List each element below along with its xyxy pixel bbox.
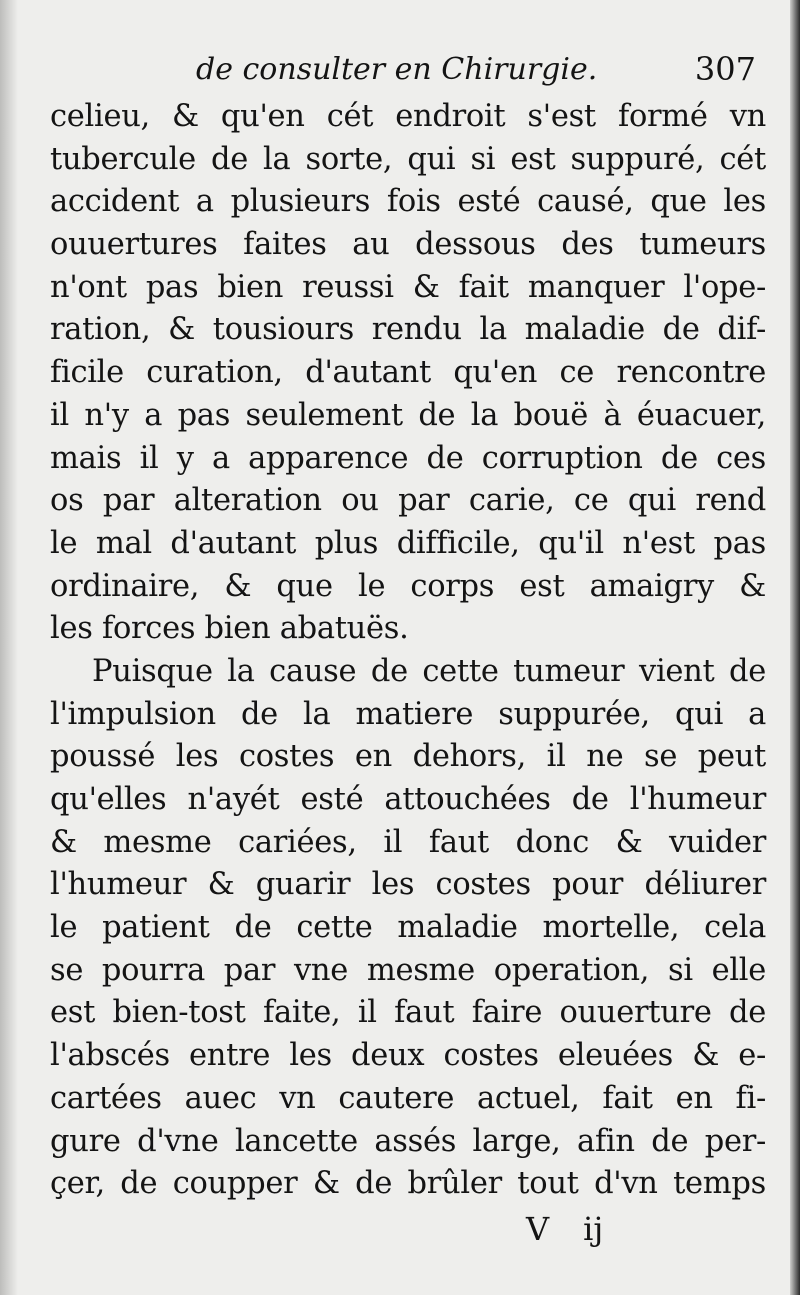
page-gutter-shadow xyxy=(0,0,18,1295)
page-header xyxy=(56,48,766,92)
text-line: Puisque la cause de cette tumeur vient de xyxy=(92,653,766,689)
text-line: l'impulsion de la matiere suppurée, qui a xyxy=(50,696,766,732)
text-line: ration, & tousiours rendu la maladie de dif- xyxy=(50,312,766,348)
text-line: accident a plusieurs fois esté causé, que les xyxy=(50,184,766,220)
paragraph-2 xyxy=(50,651,766,1206)
paragraph-1 xyxy=(50,96,766,651)
text-line: les forces bien abatuës. xyxy=(50,611,409,647)
text-line: le patient de cette maladie mortelle, cela xyxy=(50,910,766,946)
text-line: n'ont pas bien reussi & fait manquer l'ope- xyxy=(50,269,766,305)
text-line: mais il y a apparence de corruption de ces xyxy=(50,440,766,476)
text-line: l'humeur & guarir les costes pour déliurer xyxy=(50,867,766,903)
running-title: de consulter en Chirurgie. xyxy=(196,52,598,87)
signature-mark xyxy=(526,1210,603,1248)
text-line: poussé les costes en dehors, il ne se peut xyxy=(50,739,766,775)
text-line: ficile curation, d'autant qu'en ce rencontre xyxy=(50,355,766,391)
text-line: cartées auec vn cautere actuel, fait en fi- xyxy=(50,1080,766,1116)
text-line: se pourra par vne mesme operation, si elle xyxy=(50,952,766,988)
text-line: celieu, & qu'en cét endroit s'est formé vn xyxy=(50,99,766,134)
text-line: & mesme cariées, il faut donc & vuider xyxy=(50,824,766,860)
text-line: il n'y a pas seulement de la bouë à éuacuer, xyxy=(50,397,766,433)
text-line: tubercule de la sorte, qui si est suppuré, cét xyxy=(50,141,766,177)
signature-number: ij xyxy=(583,1210,604,1248)
text-line: l'abscés entre les deux costes eleuées & e- xyxy=(50,1038,766,1074)
text-line: est bien-tost faite, il faut faire ouuerture de xyxy=(50,995,766,1031)
signature-letter: V xyxy=(526,1210,550,1248)
text-line: qu'elles n'ayét esté attouchées de l'humeur xyxy=(50,782,766,817)
body-text xyxy=(50,96,766,1206)
page-edge-shadow xyxy=(790,0,800,1295)
text-line: ordinaire, & que le corps est amaigry & xyxy=(50,568,766,604)
page-number: 307 xyxy=(694,50,756,88)
text-line: le mal d'autant plus difficile, qu'il n'est pas xyxy=(50,525,766,561)
text-line: ouuertures faites au dessous des tumeurs xyxy=(50,227,766,263)
text-line: çer, de coupper & de brûler tout d'vn temps xyxy=(50,1166,766,1202)
text-line: gure d'vne lancette assés large, afin de per- xyxy=(50,1123,766,1159)
text-line: os par alteration ou par carie, ce qui rend xyxy=(50,483,766,519)
